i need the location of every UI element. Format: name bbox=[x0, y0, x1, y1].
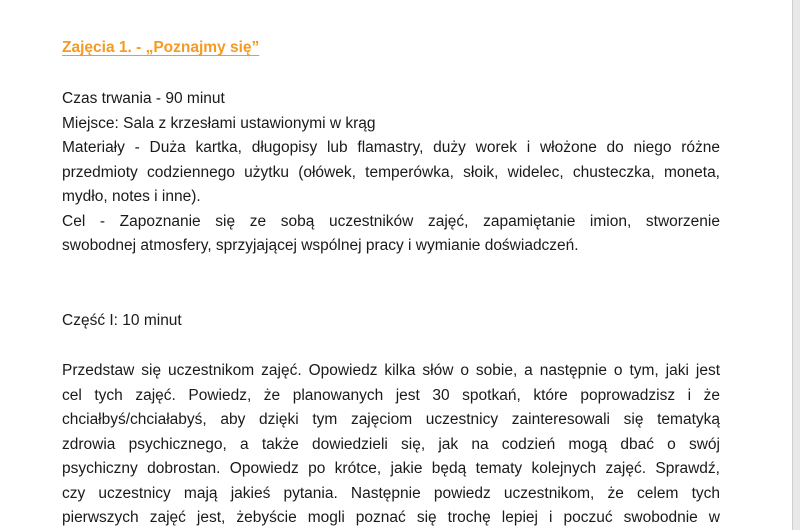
part-heading: Część I: 10 minut bbox=[62, 312, 182, 329]
materials-line: mydło, notes i inne). bbox=[62, 188, 201, 205]
materials-line: przedmioty codziennego użytku (ołówek, temperówka, słoik, widelec, chusteczka, moneta, bbox=[62, 163, 720, 181]
materials-line: Materiały - Duża kartka, długopisy lub flamastry, duży worek i włożone do niego różne bbox=[62, 139, 720, 156]
paragraph-line: zdrowia psychicznego, a także dowiedzieli się, jak na codzień mogą dbać o swój bbox=[62, 435, 720, 453]
paragraph-line: Przedstaw się uczestnikom zajęć. Opowiedz kilka słów o sobie, a następnie o tym, jaki jest bbox=[62, 362, 720, 379]
instructions-paragraph bbox=[62, 359, 720, 530]
paragraph-line: pierwszych zajęć jest, żebyście mogli poznać się trochę lepiej i poczuć swobodnie w bbox=[62, 509, 720, 526]
session-title: Zajęcia 1. - „Poznajmy się” bbox=[62, 39, 260, 56]
session-info bbox=[62, 87, 720, 259]
paragraph-line: cel tych zajęć. Powiedz, że planowanych jest 30 spotkań, które poprowadzisz i że bbox=[62, 386, 720, 404]
part-heading-block bbox=[62, 309, 720, 334]
paragraph-line: czy uczestnicy mają jakieś pytania. Następnie powiedz uczestnikom, że celem tych bbox=[62, 484, 720, 502]
goal-line: swobodnej atmosfery, sprzyjającej wspólnej pracy i wymianie doświadczeń. bbox=[62, 237, 579, 254]
paragraph-line: psychiczny dobrostan. Opowiedz po krótce, jakie będą tematy kolejnych zajęć. Sprawdź, bbox=[62, 460, 720, 477]
paragraph-line: chciałbyś/chciałabyś, aby dzięki tym zajęciom uczestnicy zainteresowali się tematyką bbox=[62, 411, 720, 428]
goal-line: Cel - Zapoznanie się ze sobą uczestników zajęć, zapamiętanie imion, stworzenie bbox=[62, 212, 720, 230]
window-edge bbox=[792, 0, 800, 530]
location-line: Miejsce: Sala z krzesłami ustawionymi w krąg bbox=[62, 114, 376, 132]
duration-line: Czas trwania - 90 minut bbox=[62, 90, 225, 107]
